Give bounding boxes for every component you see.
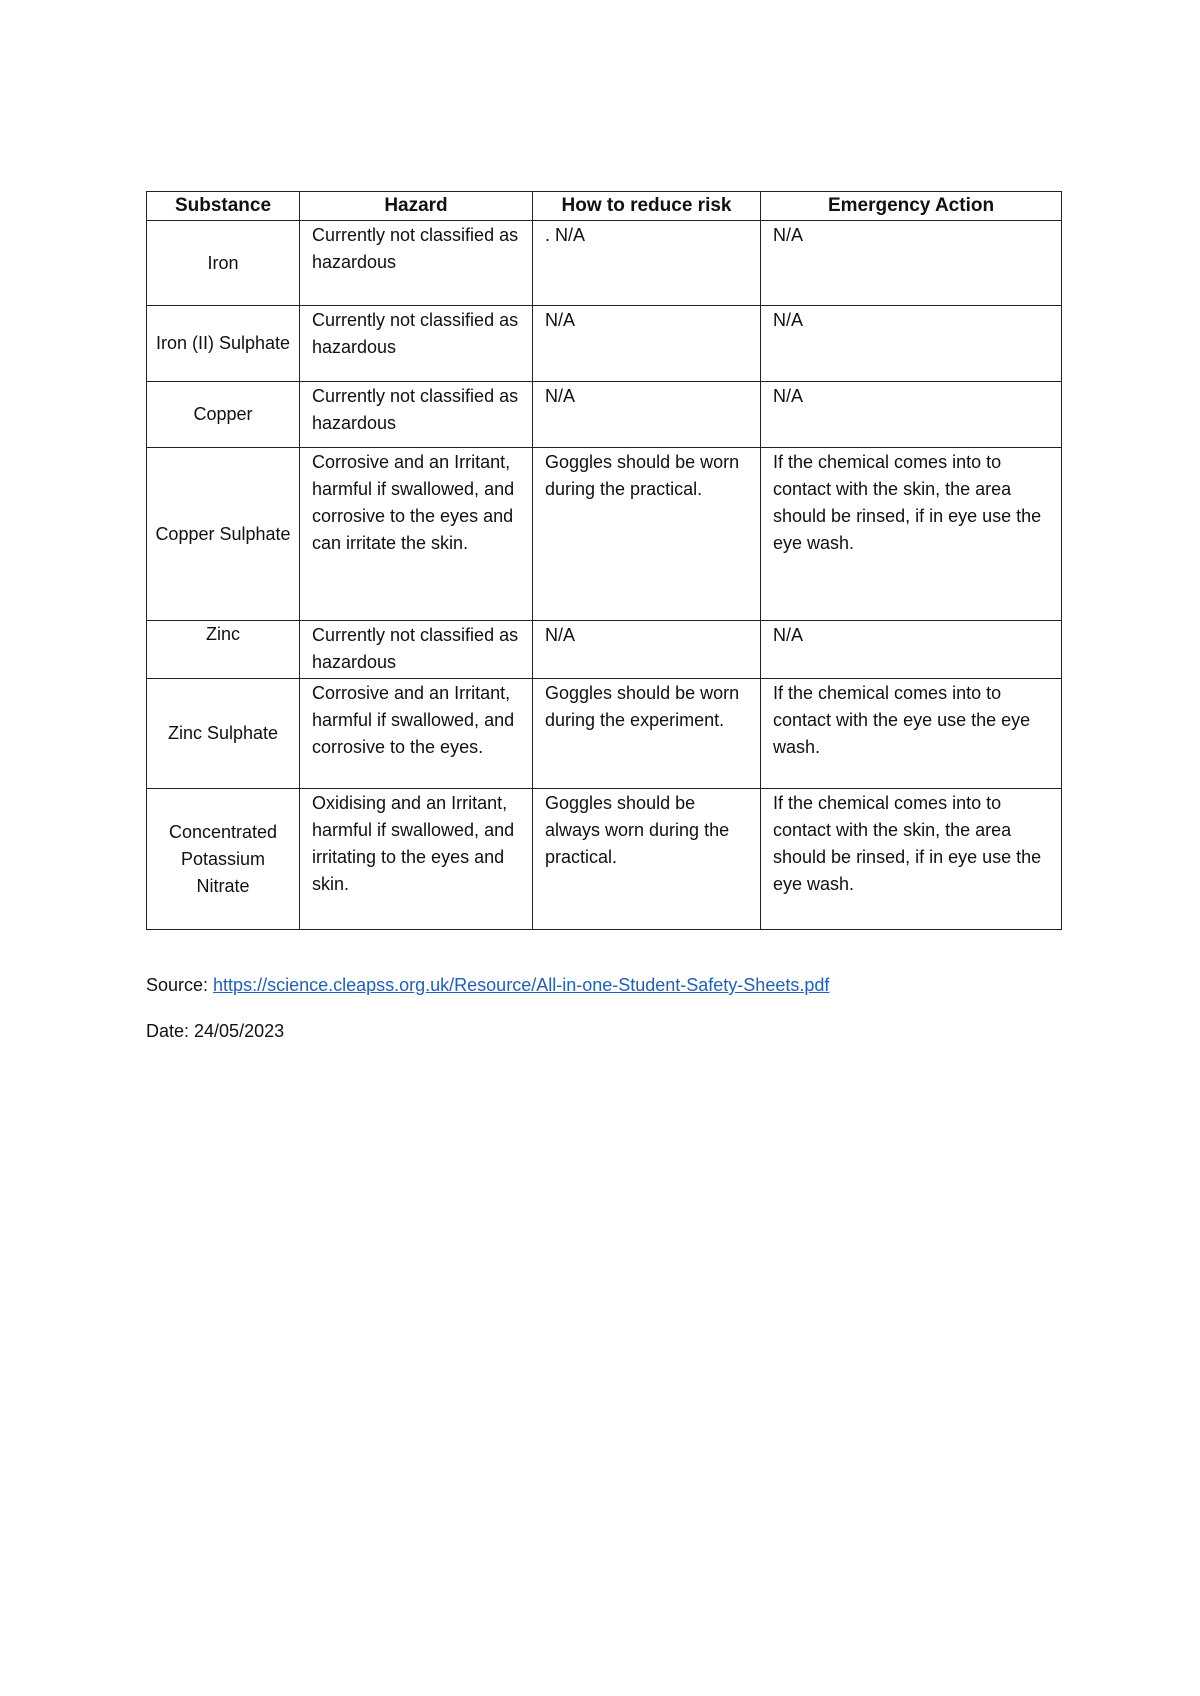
hazard-cell: Currently not classified as hazardous <box>300 382 533 448</box>
hazard-cell: Corrosive and an Irritant, harmful if swallowed, and corrosive to the eyes and can irritate the skin. <box>300 448 533 621</box>
reduce-risk-cell: Goggles should be worn during the practical. <box>533 448 761 621</box>
reduce-risk-cell: Goggles should be worn during the experiment. <box>533 679 761 789</box>
source-label: Source: <box>146 975 214 995</box>
reduce-risk-cell: . N/A <box>533 221 761 306</box>
hazard-cell: Corrosive and an Irritant, harmful if swallowed, and corrosive to the eyes. <box>300 679 533 789</box>
header-substance: Substance <box>147 192 300 221</box>
hazard-cell: Currently not classified as hazardous <box>300 306 533 382</box>
table-row <box>147 306 1062 382</box>
emergency-cell: N/A <box>761 221 1062 306</box>
substance-cell: Copper Sulphate <box>147 448 300 621</box>
hazard-cell: Oxidising and an Irritant, harmful if swallowed, and irritating to the eyes and skin. <box>300 789 533 930</box>
emergency-cell: N/A <box>761 382 1062 448</box>
substance-cell: Iron <box>147 221 300 306</box>
table-row <box>147 679 1062 789</box>
table-row <box>147 221 1062 306</box>
substance-cell: Zinc <box>147 621 300 679</box>
source-link[interactable]: https://science.cleapss.org.uk/Resource/All-in-one-Student-Safety-Sheets.pdf <box>213 975 830 995</box>
emergency-cell: If the chemical comes into to contact with the skin, the area should be rinsed, if in eye use the eye wash. <box>761 448 1062 621</box>
table-row <box>147 382 1062 448</box>
header-reduce-risk: How to reduce risk <box>533 192 761 221</box>
emergency-cell: N/A <box>761 621 1062 679</box>
reduce-risk-cell: N/A <box>533 621 761 679</box>
substance-cell: Copper <box>147 382 300 448</box>
reduce-risk-cell: N/A <box>533 382 761 448</box>
reduce-risk-cell: Goggles should be always worn during the practical. <box>533 789 761 930</box>
table-row <box>147 789 1062 930</box>
safety-table <box>146 191 1062 930</box>
emergency-cell: If the chemical comes into to contact with the skin, the area should be rinsed, if in eye use the eye wash. <box>761 789 1062 930</box>
hazard-cell: Currently not classified as hazardous <box>300 621 533 679</box>
emergency-cell: If the chemical comes into to contact with the eye use the eye wash. <box>761 679 1062 789</box>
table-row <box>147 621 1062 679</box>
source-line <box>146 973 829 997</box>
table-row <box>147 448 1062 621</box>
reduce-risk-cell: N/A <box>533 306 761 382</box>
hazard-cell: Currently not classified as hazardous <box>300 221 533 306</box>
date-line: Date: 24/05/2023 <box>146 1021 285 1041</box>
substance-cell: Zinc Sulphate <box>147 679 300 789</box>
table-header-row <box>147 192 1062 221</box>
emergency-cell: N/A <box>761 306 1062 382</box>
substance-cell: Concentrated Potassium Nitrate <box>147 789 300 930</box>
header-emergency-action: Emergency Action <box>761 192 1062 221</box>
substance-cell: Iron (II) Sulphate <box>147 306 300 382</box>
header-hazard: Hazard <box>300 192 533 221</box>
